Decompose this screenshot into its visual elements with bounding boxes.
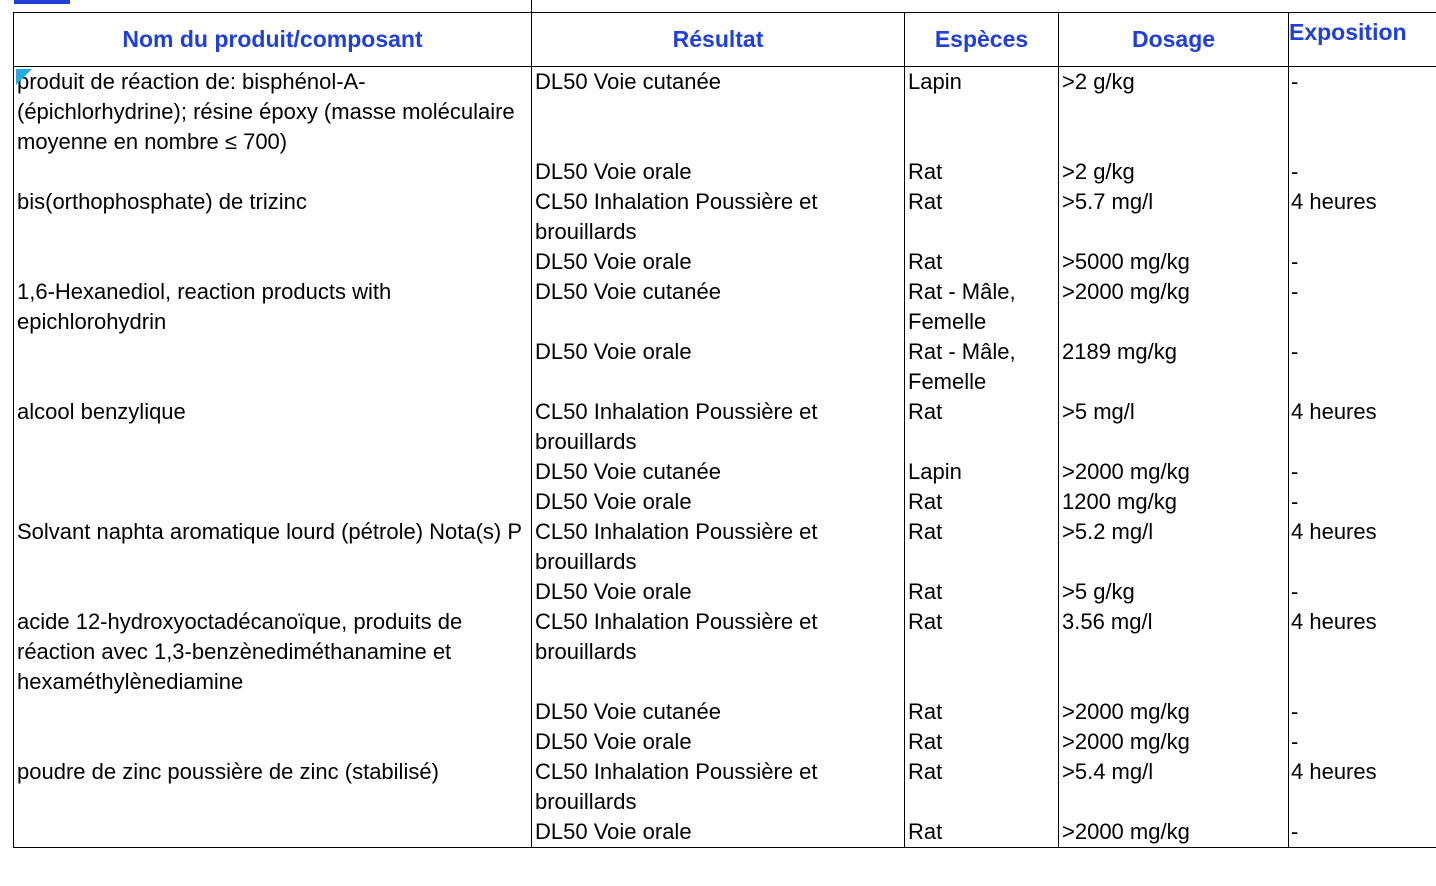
cell-species-text: Rat [908, 729, 943, 754]
table-row [14, 397, 1436, 457]
cell-dosage-text: 3.56 mg/l [1062, 609, 1153, 634]
toxicity-table [13, 12, 1436, 848]
note-corner-icon [16, 69, 32, 85]
cell-exposure [1289, 487, 1436, 517]
cell-product [14, 577, 532, 607]
cell-exposure-text: 4 heures [1291, 519, 1377, 544]
cell-dosage-text: >5 mg/l [1062, 399, 1135, 424]
cell-species-text: Rat - Mâle, Femelle [908, 339, 1016, 394]
table-row [14, 817, 1436, 848]
cell-dosage [1059, 277, 1289, 337]
cell-species-text: Rat [908, 249, 943, 274]
cell-result-text: CL50 Inhalation Poussière et brouillards [535, 399, 818, 454]
cell-product-text: alcool benzylique [17, 399, 186, 424]
table-row [14, 67, 1436, 158]
cell-species-text: Rat [908, 699, 943, 724]
cell-dosage-text: >5.2 mg/l [1062, 519, 1154, 544]
cell-dosage-text: >5.4 mg/l [1062, 759, 1154, 784]
cell-exposure [1289, 697, 1436, 727]
cell-result-text: DL50 Voie cutanée [535, 69, 721, 94]
cell-exposure [1289, 277, 1436, 337]
cell-result [532, 817, 905, 848]
table-row [14, 247, 1436, 277]
cell-species [905, 727, 1059, 757]
cell-species [905, 337, 1059, 397]
cell-exposure [1289, 727, 1436, 757]
cell-dosage [1059, 697, 1289, 727]
cell-species [905, 397, 1059, 457]
cell-dosage [1059, 757, 1289, 817]
cell-species-text: Lapin [908, 69, 962, 94]
cell-product [14, 607, 532, 697]
cell-result-text: CL50 Inhalation Poussière et brouillards [535, 189, 818, 244]
cell-exposure-text: - [1291, 489, 1299, 514]
cell-dosage-text: >5.7 mg/l [1062, 189, 1154, 214]
cell-species [905, 817, 1059, 848]
cell-exposure-text: 4 heures [1291, 189, 1377, 214]
cell-dosage [1059, 337, 1289, 397]
header-dosage: Dosage [1059, 13, 1289, 67]
cell-result [532, 487, 905, 517]
table-body [14, 67, 1436, 848]
table-row [14, 457, 1436, 487]
cell-result [532, 277, 905, 337]
cell-exposure-text: - [1291, 579, 1299, 604]
cell-exposure [1289, 397, 1436, 457]
cell-dosage [1059, 487, 1289, 517]
cell-product [14, 277, 532, 337]
top-divider [531, 0, 532, 12]
cell-species-text: Rat [908, 489, 943, 514]
cell-dosage-text: >2000 mg/kg [1062, 459, 1190, 484]
cell-exposure-text: - [1291, 459, 1299, 484]
cell-product-text: 1,6-Hexanediol, reaction products with epichlorohydrin [17, 279, 392, 334]
cell-species [905, 607, 1059, 697]
cell-species-text: Rat [908, 609, 943, 634]
table-row [14, 187, 1436, 247]
table-row [14, 337, 1436, 397]
cell-species [905, 67, 1059, 158]
cell-dosage [1059, 187, 1289, 247]
cell-dosage [1059, 247, 1289, 277]
cell-exposure-text: - [1291, 249, 1299, 274]
cell-dosage-text: >5 g/kg [1062, 579, 1135, 604]
cell-exposure-text: - [1291, 279, 1299, 304]
cell-result-text: DL50 Voie cutanée [535, 699, 721, 724]
cell-species [905, 157, 1059, 187]
cell-result [532, 457, 905, 487]
table-row [14, 157, 1436, 187]
cell-result [532, 577, 905, 607]
cell-result-text: DL50 Voie orale [535, 339, 692, 364]
cell-product-text: bis(orthophosphate) de trizinc [17, 189, 307, 214]
cell-dosage-text: 1200 mg/kg [1062, 489, 1177, 514]
table-row [14, 577, 1436, 607]
cell-product-text: Solvant naphta aromatique lourd (pétrole) Nota(s) P [17, 519, 523, 544]
cell-species [905, 277, 1059, 337]
cell-result [532, 247, 905, 277]
cell-exposure [1289, 457, 1436, 487]
cell-result-text: CL50 Inhalation Poussière et brouillards [535, 519, 818, 574]
header-result: Résultat [532, 13, 905, 67]
cropped-heading-fragment [14, 0, 70, 4]
cell-exposure [1289, 517, 1436, 577]
cell-species [905, 577, 1059, 607]
cell-dosage-text: >2 g/kg [1062, 159, 1135, 184]
cell-exposure [1289, 157, 1436, 187]
table-row [14, 487, 1436, 517]
cell-result [532, 517, 905, 577]
cell-result-text: DL50 Voie orale [535, 249, 692, 274]
cell-dosage [1059, 397, 1289, 457]
cell-dosage [1059, 577, 1289, 607]
cell-product [14, 727, 532, 757]
cell-dosage-text: >2000 mg/kg [1062, 699, 1190, 724]
cell-product-text: poudre de zinc poussière de zinc (stabilisé) [17, 759, 439, 784]
cell-species [905, 187, 1059, 247]
cell-exposure-text: - [1291, 159, 1299, 184]
cell-result [532, 757, 905, 817]
cell-product [14, 487, 532, 517]
cell-result-text: DL50 Voie orale [535, 489, 692, 514]
cell-product [14, 697, 532, 727]
cell-species [905, 457, 1059, 487]
cell-result [532, 187, 905, 247]
cell-dosage [1059, 607, 1289, 697]
cell-result-text: DL50 Voie cutanée [535, 459, 721, 484]
table-row [14, 757, 1436, 817]
cell-product [14, 187, 532, 247]
cell-exposure-text: - [1291, 69, 1299, 94]
cell-product-text: produit de réaction de: bisphénol-A-(épichlorhydrine); résine époxy (masse moléculaire moyenne en nombre ≤ 700) [17, 69, 515, 154]
cell-result [532, 397, 905, 457]
cell-exposure [1289, 187, 1436, 247]
cell-dosage [1059, 457, 1289, 487]
table-header-row [14, 13, 1436, 67]
cell-dosage [1059, 517, 1289, 577]
cell-product [14, 337, 532, 397]
cell-exposure [1289, 757, 1436, 817]
cell-exposure-text: 4 heures [1291, 759, 1377, 784]
cell-species-text: Rat - Mâle, Femelle [908, 279, 1016, 334]
cell-result-text: DL50 Voie cutanée [535, 279, 721, 304]
cell-dosage-text: >2000 mg/kg [1062, 819, 1190, 844]
cell-exposure-text: - [1291, 699, 1299, 724]
table-row [14, 277, 1436, 337]
cell-species [905, 517, 1059, 577]
cell-product [14, 67, 532, 158]
table-row [14, 727, 1436, 757]
cell-product [14, 517, 532, 577]
cell-species-text: Rat [908, 759, 943, 784]
cell-result-text: CL50 Inhalation Poussière et brouillards [535, 759, 818, 814]
cell-species-text: Rat [908, 819, 943, 844]
cell-result-text: DL50 Voie orale [535, 819, 692, 844]
cell-species [905, 247, 1059, 277]
cell-species [905, 487, 1059, 517]
table-row [14, 607, 1436, 697]
header-species: Espèces [905, 13, 1059, 67]
cell-species-text: Rat [908, 189, 943, 214]
cell-species [905, 697, 1059, 727]
header-product: Nom du produit/composant [14, 13, 532, 67]
cell-exposure [1289, 577, 1436, 607]
cell-dosage [1059, 817, 1289, 848]
cell-result [532, 67, 905, 158]
cell-product-text: acide 12-hydroxyoctadécanoïque, produits de réaction avec 1,3-benzènediméthanamine et hexaméthylènediamine [17, 609, 463, 694]
cell-result-text: DL50 Voie orale [535, 159, 692, 184]
cell-species-text: Rat [908, 579, 943, 604]
cell-result [532, 607, 905, 697]
cell-dosage [1059, 727, 1289, 757]
cell-species-text: Rat [908, 399, 943, 424]
cell-species-text: Rat [908, 159, 943, 184]
cell-dosage-text: 2189 mg/kg [1062, 339, 1177, 364]
cell-dosage-text: >2 g/kg [1062, 69, 1135, 94]
cell-result [532, 697, 905, 727]
cell-product [14, 457, 532, 487]
cell-dosage [1059, 67, 1289, 158]
cell-product [14, 757, 532, 817]
cell-dosage-text: >2000 mg/kg [1062, 729, 1190, 754]
cell-exposure [1289, 67, 1436, 158]
cell-result-text: DL50 Voie orale [535, 579, 692, 604]
cell-result [532, 157, 905, 187]
cell-exposure-text: 4 heures [1291, 609, 1377, 634]
table-row [14, 517, 1436, 577]
cell-product [14, 247, 532, 277]
cell-exposure-text: 4 heures [1291, 399, 1377, 424]
cell-exposure-text: - [1291, 339, 1299, 364]
cell-exposure-text: - [1291, 819, 1299, 844]
cell-dosage-text: >5000 mg/kg [1062, 249, 1190, 274]
cell-species-text: Lapin [908, 459, 962, 484]
cell-result [532, 727, 905, 757]
table-row [14, 697, 1436, 727]
cell-exposure [1289, 817, 1436, 848]
cell-species-text: Rat [908, 519, 943, 544]
cell-exposure [1289, 337, 1436, 397]
cell-result-text: DL50 Voie orale [535, 729, 692, 754]
cell-exposure [1289, 607, 1436, 697]
cell-product [14, 397, 532, 457]
cell-product [14, 817, 532, 848]
cell-product [14, 157, 532, 187]
cell-exposure [1289, 247, 1436, 277]
cell-result-text: CL50 Inhalation Poussière et brouillards [535, 609, 818, 664]
cell-species [905, 757, 1059, 817]
cell-result [532, 337, 905, 397]
header-exposure: Exposition [1289, 13, 1436, 67]
cell-dosage [1059, 157, 1289, 187]
cell-dosage-text: >2000 mg/kg [1062, 279, 1190, 304]
cell-exposure-text: - [1291, 729, 1299, 754]
